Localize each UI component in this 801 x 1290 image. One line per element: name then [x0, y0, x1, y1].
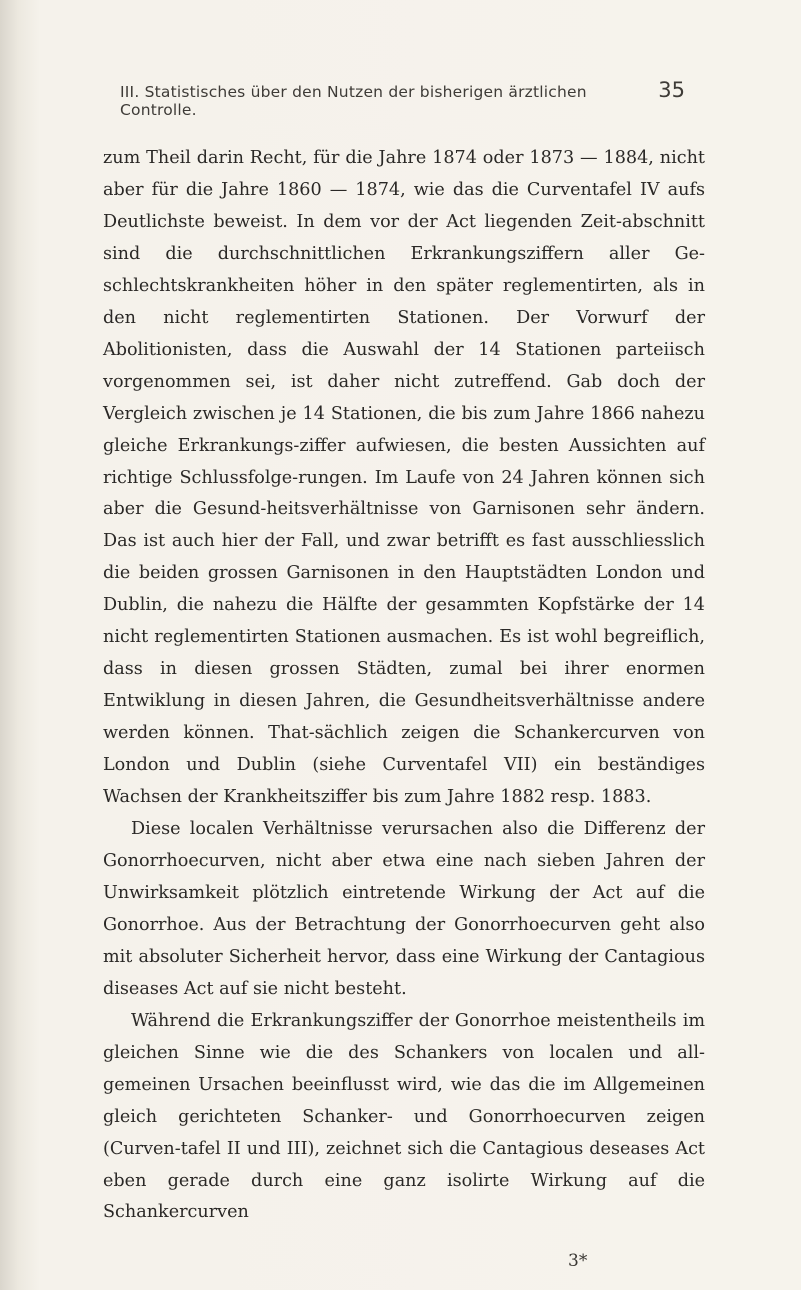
body-text — [103, 143, 705, 1229]
running-title: III. Statistisches über den Nutzen der bisherigen ärztlichen Controlle. — [120, 83, 587, 119]
page-number: 35 — [658, 78, 685, 102]
paragraph-gonorrhoe-rate: Während die Erkrankungsziffer der Gonorrhoe meistentheils im gleichen Sinne wie die des Schankers von localen und all-gemeinen Ursachen beeinflusst wird, wie das die im Allgemeinen gleich gerichteten Schanker- und Gonorrhoecurven zeigen (Curven-tafel II und III), zeichnet sich die Cantagious deseases Act eben gerade durch eine ganz isolirte Wirkung auf die Schankercurven — [103, 1010, 705, 1223]
printer-signature-mark: 3* — [568, 1251, 588, 1271]
running-header — [120, 78, 685, 119]
paragraph-local-conditions: Diese localen Verhältnisse verursachen also die Differenz der Gonorrhoecurven, nicht aber etwa eine nach sieben Jahren der Unwirksamkeit plötzlich eintretende Wirkung der Act auf die Gonorrhoe. Aus der Betrachtung der Gonorrhoecurven geht also mit absoluter Sicherheit hervor, dass eine Wirkung der Cantagious diseases Act auf sie nicht besteht. — [103, 819, 705, 999]
paragraph-continued: zum Theil darin Recht, für die Jahre 1874 oder 1873 — 1884, nicht aber für die Jahre 1860 — 1874, wie das die Curventafel IV aufs Deutlichste beweist. In dem vor der Act liegenden Zeit-abschnitt sind die durchschnittlichen Erkrankungsziffern aller Ge-schlechtskrankheiten höher in den später reglementirten, als in den nicht reglementirten Stationen. Der Vorwurf der Abolitionisten, dass die Auswahl der 14 Stationen parteiisch vorgenommen sei, ist daher nicht zutreffend. Gab doch der Vergleich zwischen je 14 Stationen, die bis zum Jahre 1866 nahezu gleiche Erkrankungs-ziffer aufwiesen, die besten Aussichten auf richtige Schlussfolge-rungen. Im Laufe von 24 Jahren können sich aber die Gesund-heitsverhältnisse von Garnisonen sehr ändern. Das ist auch hier der Fall, und zwar betrifft es fast ausschliesslich die beiden grossen Garnisonen in den Hauptstädten London und Dublin, die nahezu die Hälfte der gesammten Kopfstärke der 14 nicht reglementirten Stationen ausmachen. Es ist wohl begreiflich, dass in diesen grossen Städten, zumal bei ihrer enormen Entwiklung in diesen Jahren, die Gesundheitsverhältnisse andere werden können. That-sächlich zeigen die Schankercurven von London und Dublin (siehe Curventafel VII) ein beständiges Wachsen der Krankheitsziffer bis zum Jahre 1882 resp. 1883. — [103, 148, 705, 808]
